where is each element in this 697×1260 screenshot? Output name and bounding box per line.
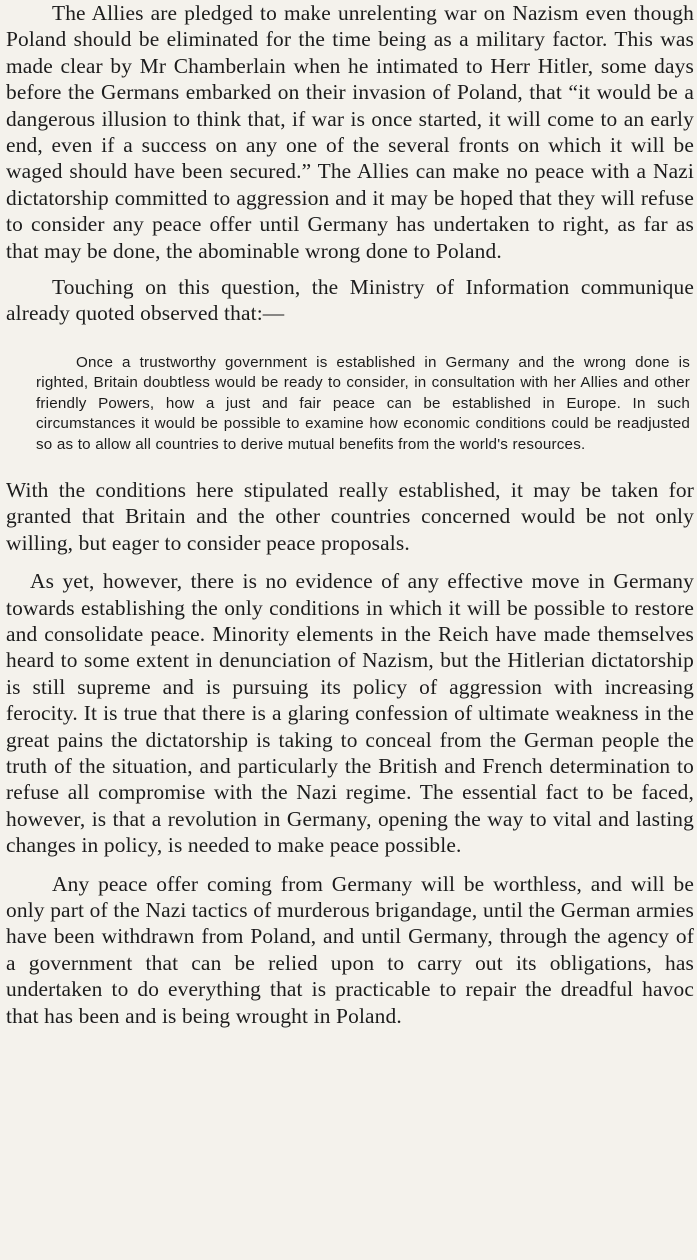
paragraph-allies-pledged: The Allies are pledged to make unrelenting war on Nazism even though Poland should be eliminated for the time being as a military factor. This was made clear by Mr Chamberlain when he intimated to Herr Hitler, some days before the Germans embarked on their invasion of Poland, that “it would be a dangerous illusion to think that, if war is once started, it will come to an early end, even if a success on any one of the several fronts on which it will be waged should have been secured.” The Allies can make no peace with a Nazi dictatorship committed to aggression and it may be hoped that they will refuse to consider any peace offer until Germany has undertaken to right, as far as that may be done, the abominable wrong done to Poland. bbox=[6, 1, 694, 263]
paragraph-ministry-communique: Touching on this question, the Ministry of Information communique already quoted observed that:— bbox=[6, 275, 694, 326]
paragraph-no-evidence: As yet, however, there is no evidence of any effective move in Germany towards establishing the only conditions in which it will be possible to restore and consolidate peace. Minority elements in the Reich have made themselves heard to some extent in denunciation of Nazism, but the Hitlerian dictatorship is still supreme and is pursuing its policy of aggression with increasing ferocity. It is true that there is a glaring confession of ultimate weakness in the great pains the dictatorship is taking to conceal from the German people the truth of the situation, and particularly the British and French determination to refuse all compromise with the Nazi regime. The essential fact to be faced, however, is that a revolution in Germany, opening the way to vital and lasting changes in policy, is needed to make peace possible. bbox=[6, 569, 694, 858]
quoted-communique: Once a trustworthy government is established in Germany and the wrong done is righted, Britain doubtless would be ready to consider, in consultation with her Allies and other friendly Powers, how a just and fair peace can be established in Europe. In such circumstances it would be possible to examine how economic conditions could be readjusted so as to allow all countries to derive mutual benefits from the world's resources. bbox=[36, 353, 690, 453]
paragraph-peace-offer-worthless: Any peace offer coming from Germany will be worthless, and will be only part of the Nazi tactics of murderous brigandage, until the German armies have been withdrawn from Poland, and until Germany, through the agency of a government that can be relied upon to carry out its obligations, has undertaken to do everything that is practicable to repair the dreadful havoc that has been and is being wrought in Poland. bbox=[6, 871, 694, 1028]
paragraph-conditions-stipulated: With the conditions here stipulated really established, it may be taken for granted that Britain and the other countries concerned would be not only willing, but eager to consider peace proposals. bbox=[6, 477, 694, 555]
article-column bbox=[6, 0, 694, 1029]
